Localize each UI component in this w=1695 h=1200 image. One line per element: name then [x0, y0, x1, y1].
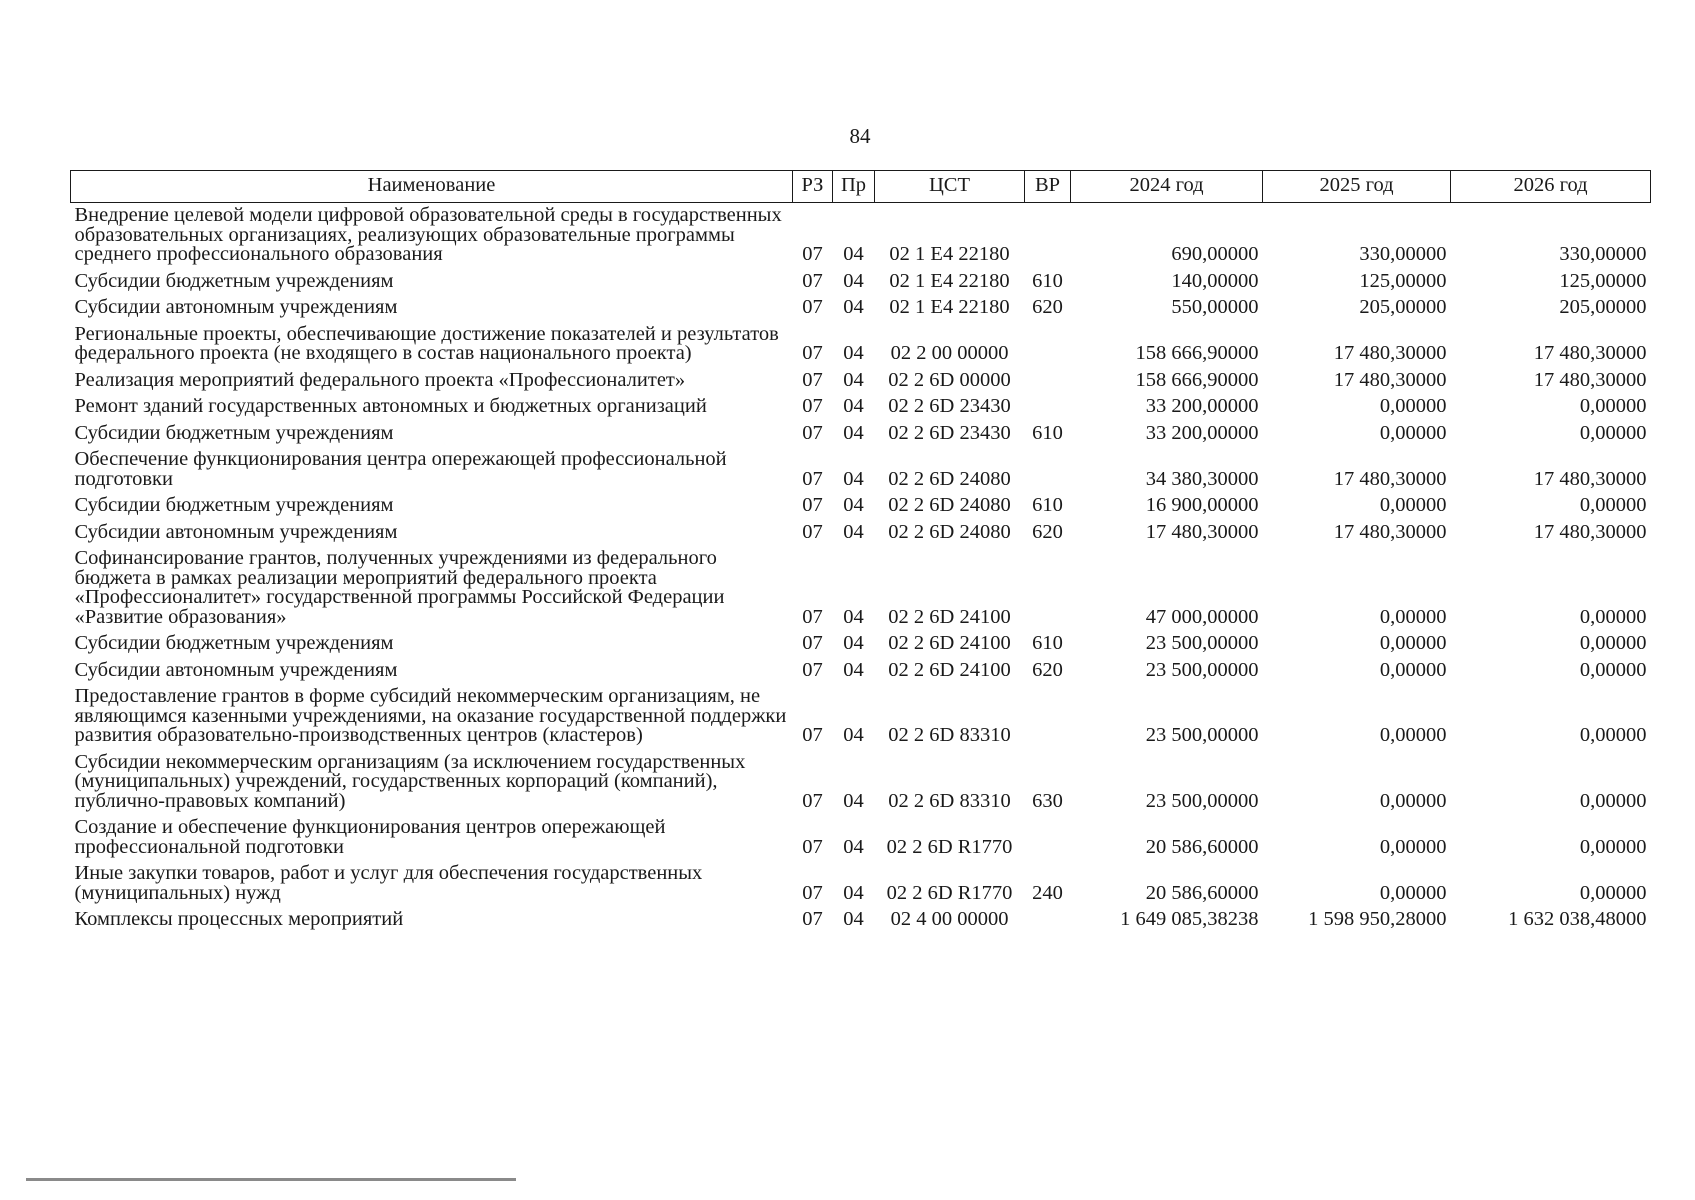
cell-rz: 07: [802, 835, 823, 858]
cell-vr: 610: [1032, 632, 1063, 654]
table-row: [71, 684, 1651, 750]
cell-vr: [1025, 394, 1071, 421]
cell-rz: 07: [802, 421, 823, 444]
cell-pr: 04: [843, 724, 864, 746]
cell-name: Внедрение целевой модели цифровой образовательной среды в государственных образовательных организациях, реализующих образовательные программы среднего профессионального образования: [74, 204, 782, 265]
table-row: [71, 322, 1651, 368]
cell-2025: 0,00000: [1379, 494, 1447, 516]
cell-2025: 0,00000: [1379, 881, 1447, 904]
cell-2025: 1 598 950,28000: [1308, 908, 1447, 930]
cell-2025: 0,00000: [1379, 421, 1447, 444]
cell-name: Субсидии автономным учреждениям: [74, 296, 398, 318]
cell-2025: 125,00000: [1359, 269, 1447, 292]
cell-2026: 0,00000: [1579, 881, 1647, 904]
cell-name: Субсидии автономным учреждениям: [74, 658, 398, 681]
cell-name: Субсидии бюджетным учреждениям: [74, 421, 394, 444]
cell-vr: [1025, 546, 1071, 631]
cell-2024: 20 586,60000: [1145, 881, 1259, 904]
cell-rz: 07: [802, 342, 823, 364]
cell-rz: 07: [802, 296, 823, 318]
cell-rz: 07: [802, 658, 823, 681]
cell-2024: 158 666,90000: [1135, 342, 1259, 364]
cell-rz: 07: [802, 908, 823, 930]
cell-2025: 0,00000: [1379, 658, 1447, 681]
cell-pr: 04: [843, 395, 864, 417]
cell-2024: 140,00000: [1171, 269, 1259, 292]
cell-cst: 02 2 6D 83310: [888, 789, 1011, 812]
cell-2025: 17 480,30000: [1333, 368, 1447, 391]
cell-pr: 04: [843, 421, 864, 444]
cell-vr: 630: [1032, 789, 1063, 812]
cell-2026: 17 480,30000: [1533, 520, 1647, 543]
table-row: [71, 421, 1651, 448]
cell-2025: 0,00000: [1379, 395, 1447, 417]
cell-name: Субсидии бюджетным учреждениям: [74, 632, 394, 654]
cell-vr: [1025, 368, 1071, 395]
cell-rz: 07: [802, 269, 823, 292]
table-body: [71, 203, 1651, 934]
cell-cst: 02 2 6D 24080: [888, 494, 1011, 516]
cell-2024: 1 649 085,38238: [1120, 908, 1259, 930]
cell-rz: 07: [802, 467, 823, 490]
cell-vr: 620: [1032, 520, 1063, 543]
cell-2025: 330,00000: [1359, 243, 1447, 265]
cell-name: Обеспечение функционирования центра опережающей профессиональной подготовки: [74, 448, 727, 490]
cell-2025: 0,00000: [1379, 835, 1447, 858]
cell-cst: 02 2 6D 24100: [888, 632, 1011, 654]
cell-vr: [1025, 815, 1071, 861]
cell-vr: 610: [1032, 494, 1063, 516]
cell-cst: 02 2 6D 00000: [888, 368, 1011, 391]
cell-rz: 07: [802, 494, 823, 516]
cell-pr: 04: [843, 342, 864, 364]
cell-2026: 0,00000: [1579, 724, 1647, 746]
cell-cst: 02 2 6D 24100: [888, 658, 1011, 681]
cell-2024: 20 586,60000: [1145, 835, 1259, 858]
table-row: [71, 493, 1651, 520]
cell-cst: 02 4 00 00000: [890, 908, 1009, 930]
cell-2024: 33 200,00000: [1145, 421, 1259, 444]
cell-name: Софинансирование грантов, полученных учреждениями из федерального бюджета в рамках реализации мероприятий федерального проекта «Профессионалитет» государственной программы Российской Федерации «Развитие образования»: [74, 547, 725, 628]
cell-pr: 04: [843, 881, 864, 904]
header-name: Наименование: [71, 171, 793, 203]
table-row: [71, 269, 1651, 296]
cell-2024: 158 666,90000: [1135, 368, 1259, 391]
cell-pr: 04: [843, 632, 864, 654]
cell-pr: 04: [843, 658, 864, 681]
table-header-row: [71, 171, 1651, 203]
cell-cst: 02 2 6D 24080: [888, 467, 1011, 490]
cell-pr: 04: [843, 605, 864, 628]
cell-cst: 02 1 Е4 22180: [889, 296, 1010, 318]
cell-cst: 02 2 6D 23430: [888, 421, 1011, 444]
cell-name: Реализация мероприятий федерального проекта «Профессионалитет»: [74, 368, 686, 391]
cell-2024: 47 000,00000: [1145, 605, 1259, 628]
cell-rz: 07: [802, 395, 823, 417]
cell-pr: 04: [843, 368, 864, 391]
cell-2026: 0,00000: [1579, 494, 1647, 516]
cell-name: Региональные проекты, обеспечивающие достижение показателей и результатов федерального проекта (не входящего в состав национального проекта): [74, 322, 779, 364]
cell-name: Субсидии некоммерческим организациям (за исключением государственных (муниципальных) учреждений, государственных корпораций (компаний), публично-правовых компаний): [74, 750, 746, 812]
cell-vr: 620: [1032, 658, 1063, 681]
cell-name: Комплексы процессных мероприятий: [74, 908, 404, 930]
header-2026: 2026 год: [1451, 171, 1651, 203]
table-row: [71, 815, 1651, 861]
cell-vr: [1025, 322, 1071, 368]
cell-name: Субсидии бюджетным учреждениям: [74, 494, 394, 516]
cell-2024: 23 500,00000: [1145, 789, 1259, 812]
cell-2025: 0,00000: [1379, 789, 1447, 812]
cell-rz: 07: [802, 789, 823, 812]
cell-2024: 23 500,00000: [1145, 658, 1259, 681]
cell-pr: 04: [843, 520, 864, 543]
cell-2024: 16 900,00000: [1145, 494, 1259, 516]
cell-cst: 02 2 6D R1770: [886, 881, 1013, 904]
cell-2026: 0,00000: [1579, 632, 1647, 654]
header-vr: ВР: [1025, 171, 1071, 203]
table-row: [71, 295, 1651, 322]
header-2024: 2024 год: [1071, 171, 1263, 203]
cell-name: Субсидии автономным учреждениям: [74, 520, 398, 543]
cell-vr: 240: [1032, 881, 1063, 904]
cell-2026: 1 632 038,48000: [1508, 908, 1647, 930]
cell-rz: 07: [802, 368, 823, 391]
table-row: [71, 631, 1651, 658]
cell-cst: 02 2 6D 24100: [888, 605, 1011, 628]
page-number: 84: [849, 124, 871, 148]
cell-pr: 04: [843, 467, 864, 490]
cell-2026: 205,00000: [1559, 296, 1647, 318]
table-row: [71, 861, 1651, 907]
cell-cst: 02 1 Е4 22180: [889, 243, 1010, 265]
cell-cst: 02 2 00 00000: [890, 342, 1009, 364]
table-row: [71, 368, 1651, 395]
cell-2026: 0,00000: [1579, 658, 1647, 681]
cell-2025: 17 480,30000: [1333, 467, 1447, 490]
cell-vr: [1025, 447, 1071, 493]
cell-2026: 0,00000: [1579, 421, 1647, 444]
cell-pr: 04: [843, 296, 864, 318]
table-row: [71, 750, 1651, 816]
cell-2025: 17 480,30000: [1333, 520, 1447, 543]
cell-2026: 17 480,30000: [1533, 467, 1647, 490]
cell-vr: 620: [1032, 296, 1063, 318]
table-row: [71, 658, 1651, 685]
cell-rz: 07: [802, 632, 823, 654]
cell-2026: 17 480,30000: [1533, 342, 1647, 364]
cell-pr: 04: [843, 243, 864, 265]
cell-2024: 33 200,00000: [1145, 395, 1259, 417]
cell-2026: 125,00000: [1559, 269, 1647, 292]
cell-name: Иные закупки товаров, работ и услуг для обеспечения государственных (муниципальных) нужд: [74, 862, 703, 904]
cell-2024: 23 500,00000: [1145, 724, 1259, 746]
cell-name: Создание и обеспечение функционирования центров опережающей профессиональной подготовки: [74, 816, 666, 858]
cell-pr: 04: [843, 908, 864, 930]
cell-rz: 07: [802, 881, 823, 904]
cell-2025: 0,00000: [1379, 632, 1447, 654]
cell-2026: 0,00000: [1579, 395, 1647, 417]
cell-cst: 02 2 6D 24080: [888, 520, 1011, 543]
cell-name: Ремонт зданий государственных автономных и бюджетных организаций: [74, 395, 707, 417]
cell-2024: 23 500,00000: [1145, 632, 1259, 654]
header-rz: РЗ: [793, 171, 833, 203]
cell-pr: 04: [843, 789, 864, 812]
cell-cst: 02 1 Е4 22180: [889, 269, 1010, 292]
cell-2025: 0,00000: [1379, 724, 1447, 746]
budget-table: [70, 170, 1651, 934]
cell-cst: 02 2 6D 83310: [888, 724, 1011, 746]
cell-rz: 07: [802, 243, 823, 265]
cell-vr: 610: [1032, 269, 1063, 292]
cell-2024: 34 380,30000: [1145, 467, 1259, 490]
cell-pr: 04: [843, 835, 864, 858]
cell-2025: 205,00000: [1359, 296, 1447, 318]
footer-rule: [26, 1178, 516, 1181]
cell-2025: 0,00000: [1379, 605, 1447, 628]
cell-rz: 07: [802, 724, 823, 746]
cell-2024: 17 480,30000: [1145, 520, 1259, 543]
cell-2026: 0,00000: [1579, 605, 1647, 628]
header-2025: 2025 год: [1263, 171, 1451, 203]
cell-2026: 0,00000: [1579, 835, 1647, 858]
table-row: [71, 203, 1651, 269]
table-row: [71, 546, 1651, 631]
cell-cst: 02 2 6D 23430: [888, 395, 1011, 417]
cell-pr: 04: [843, 494, 864, 516]
table-row: [71, 520, 1651, 547]
table-row: [71, 394, 1651, 421]
table-row: [71, 447, 1651, 493]
cell-vr: [1025, 684, 1071, 750]
cell-2026: 17 480,30000: [1533, 368, 1647, 391]
cell-name: Субсидии бюджетным учреждениям: [74, 269, 394, 292]
header-cst: ЦСТ: [875, 171, 1025, 203]
cell-vr: 610: [1032, 421, 1063, 444]
cell-2026: 330,00000: [1559, 243, 1647, 265]
cell-rz: 07: [802, 520, 823, 543]
cell-2025: 17 480,30000: [1333, 342, 1447, 364]
cell-vr: [1025, 203, 1071, 269]
cell-vr: [1025, 907, 1071, 934]
cell-cst: 02 2 6D R1770: [886, 835, 1013, 858]
cell-2024: 690,00000: [1171, 243, 1259, 265]
cell-rz: 07: [802, 605, 823, 628]
cell-2024: 550,00000: [1171, 296, 1259, 318]
cell-pr: 04: [843, 269, 864, 292]
table-row: [71, 907, 1651, 934]
cell-name: Предоставление грантов в форме субсидий некоммерческим организациям, не являющимся казенными учреждениями, на оказание государственной поддержки развития образовательно-производственных центров (кластеров): [74, 685, 787, 746]
cell-2026: 0,00000: [1579, 789, 1647, 812]
header-pr: Пр: [833, 171, 875, 203]
